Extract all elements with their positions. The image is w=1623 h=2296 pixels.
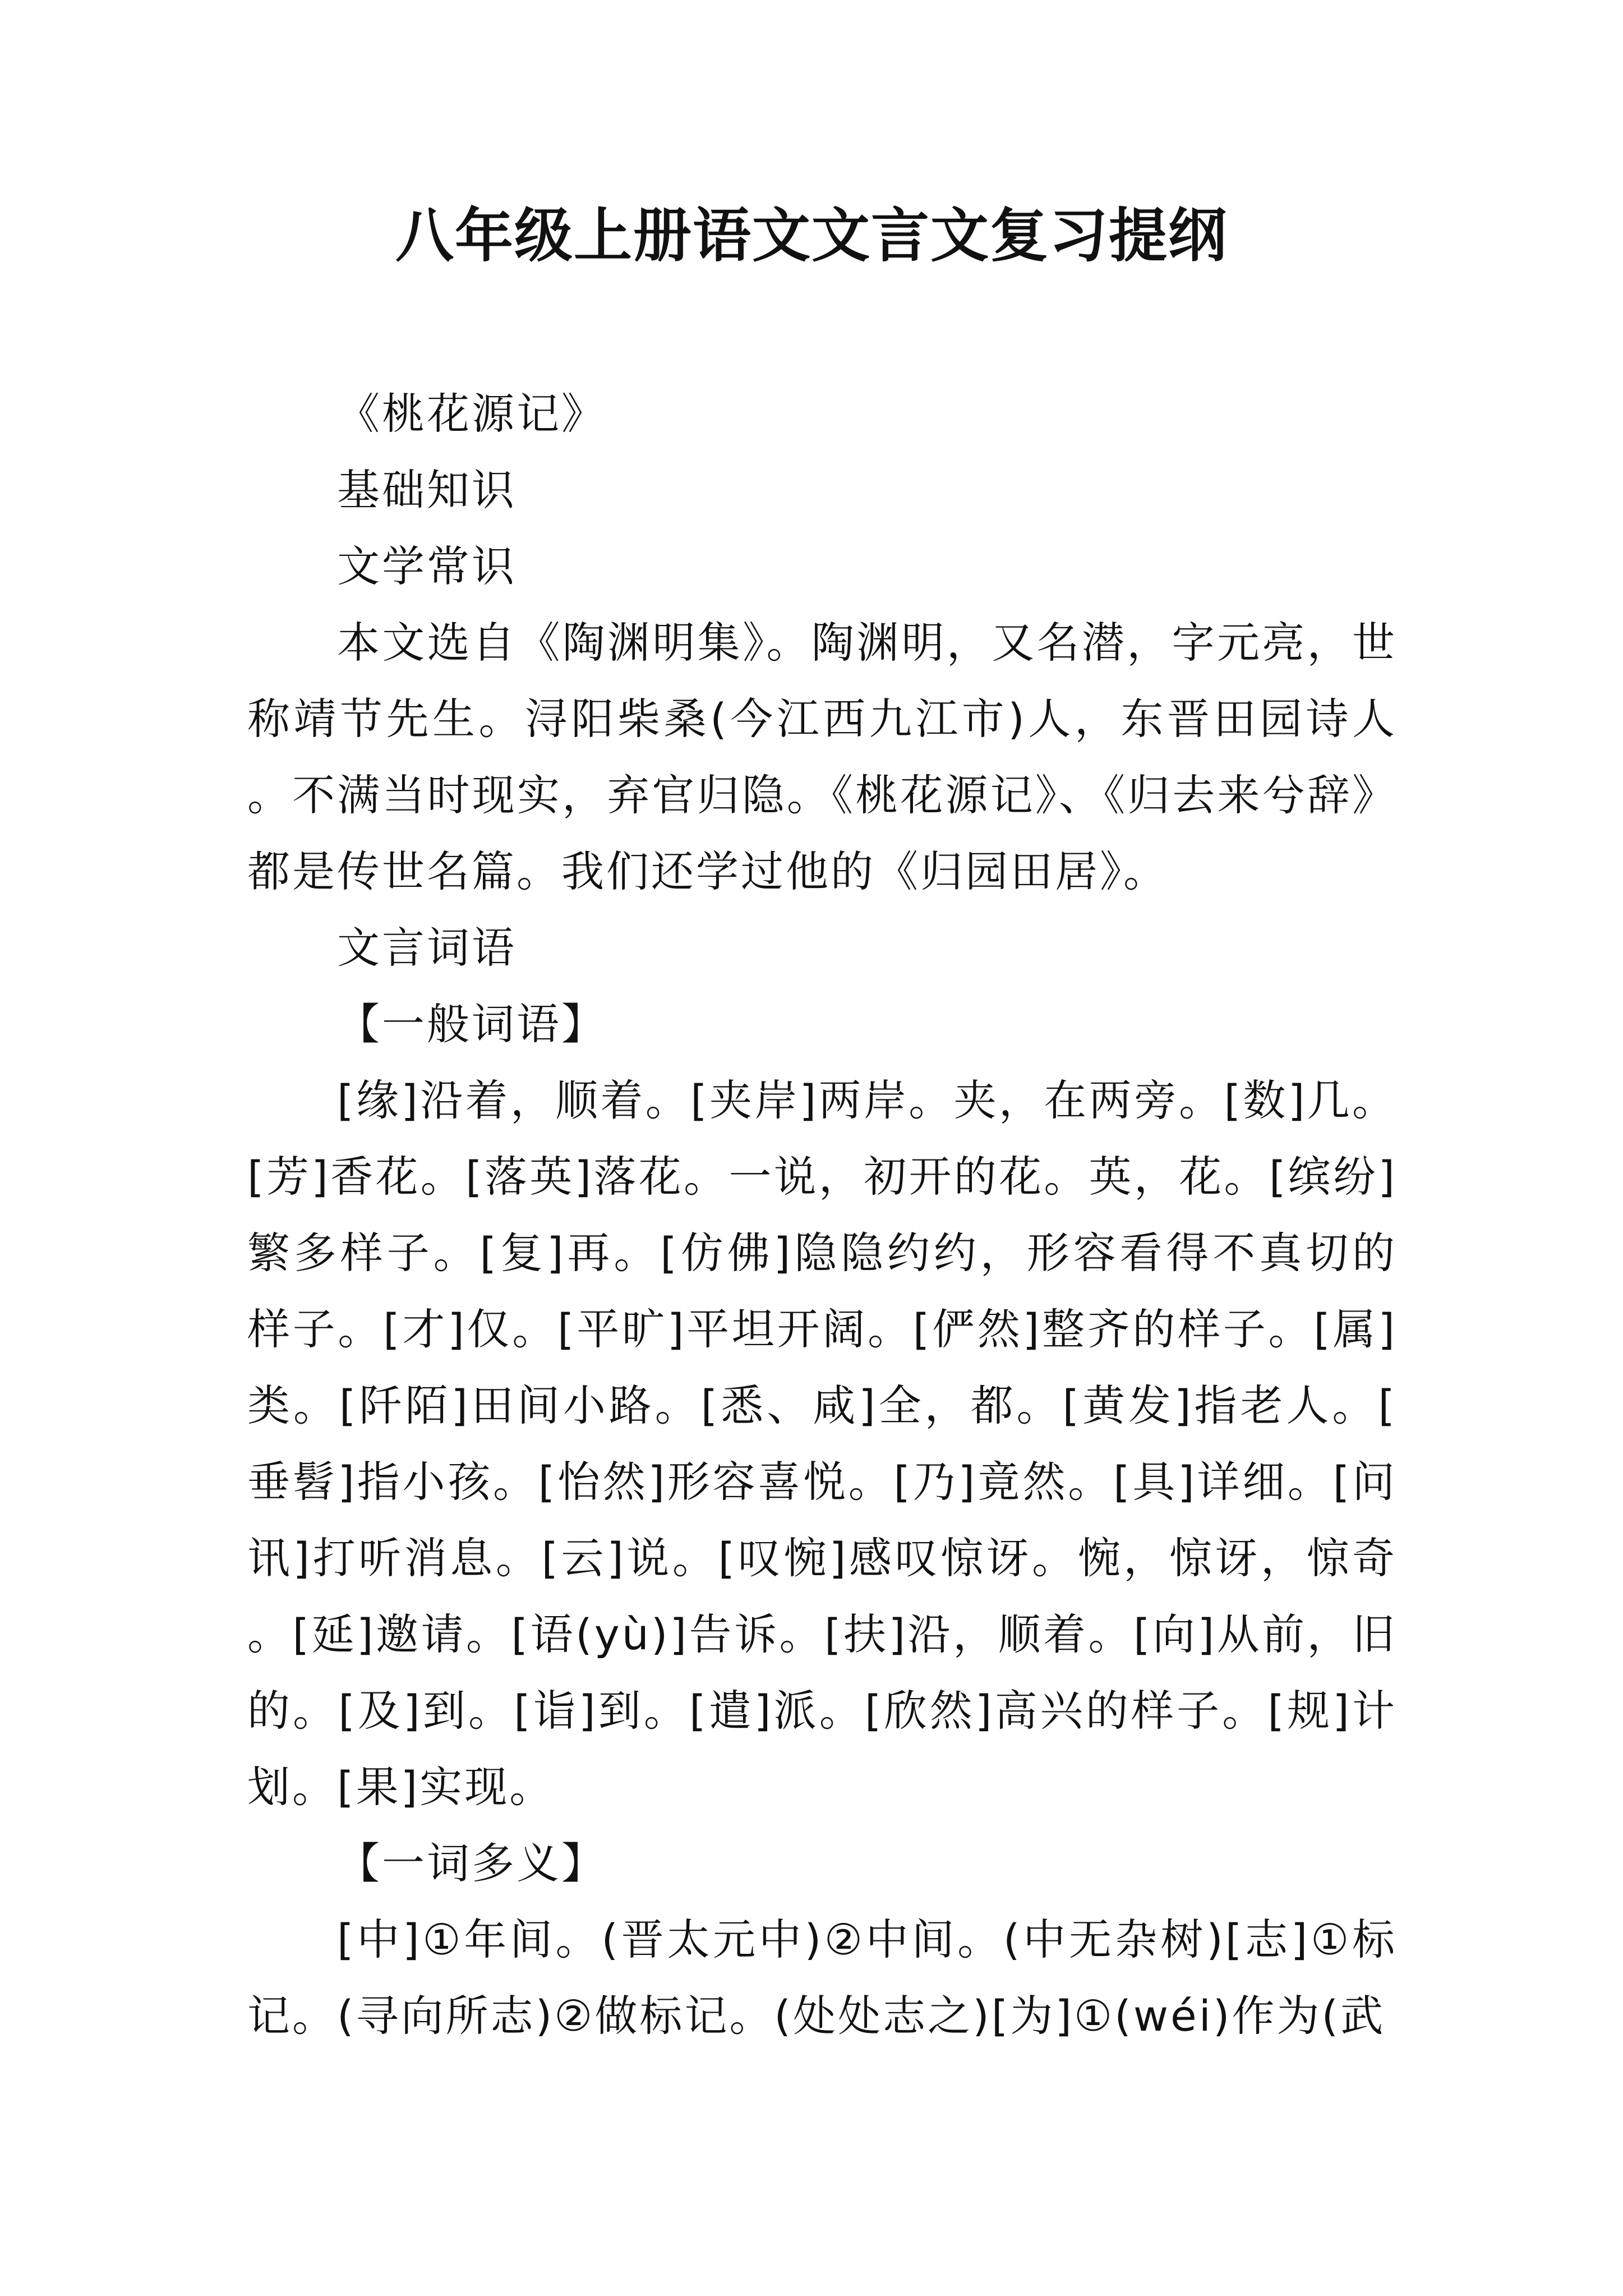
section-heading-basic-knowledge: 基础知识: [337, 465, 517, 515]
paragraph-polysemy: [中]①年间。(晋太元中)②中间。(中无杂树)[志]①标记。(寻向所志)②做标记。(处处志之)[为]①(wéi)作为(武: [247, 1915, 1397, 2041]
document-title: 八年级上册语文文言文复习提纲: [395, 201, 1228, 270]
section-heading-general-words: 【一般词语】: [337, 999, 606, 1049]
paragraph-author-intro: 本文选自《陶渊明集》。陶渊明，又名潜，字元亮，世称靖节先生。浔阳柴桑(今江西九江市)人，东晋田园诗人。不满当时现实，弃官归隐。《桃花源记》、《归去来兮辞》都是传世名篇。我们还学过他的《归园田居》。: [247, 618, 1397, 896]
section-heading-polysemy: 【一词多义】: [337, 1838, 606, 1888]
section-heading-taohuayuanji: 《桃花源记》: [337, 389, 606, 439]
document-body: [247, 376, 1397, 2054]
section-heading-literary-knowledge: 文学常识: [337, 541, 517, 591]
paragraph-general-words: [缘]沿着，顺着。[夹岸]两岸。夹，在两旁。[数]几。[芳]香花。[落英]落花。一说，初开的花。英，花。[缤纷]繁多样子。[复]再。[仿佛]隐隐约约，形容看得不真切的样子。[才]仅。[平旷]平坦开阔。[俨然]整齐的样子。[属]类。[阡陌]田间小路。[悉、咸]全，都。[黄发]指老人。[垂髫]指小孩。[怡然]形容喜悦。[乃]竟然。[具]详细。[问讯]打听消息。[云]说。[叹惋]感叹惊讶。惋，惊讶，惊奇。[延]邀请。[语(yù)]告诉。[扶]沿，顺着。[向]从前，旧的。[及]到。[诣]到。[遣]派。[欣然]高兴的样子。[规]计划。[果]实现。: [247, 1075, 1397, 1812]
section-heading-classical-words: 文言词语: [337, 923, 517, 973]
